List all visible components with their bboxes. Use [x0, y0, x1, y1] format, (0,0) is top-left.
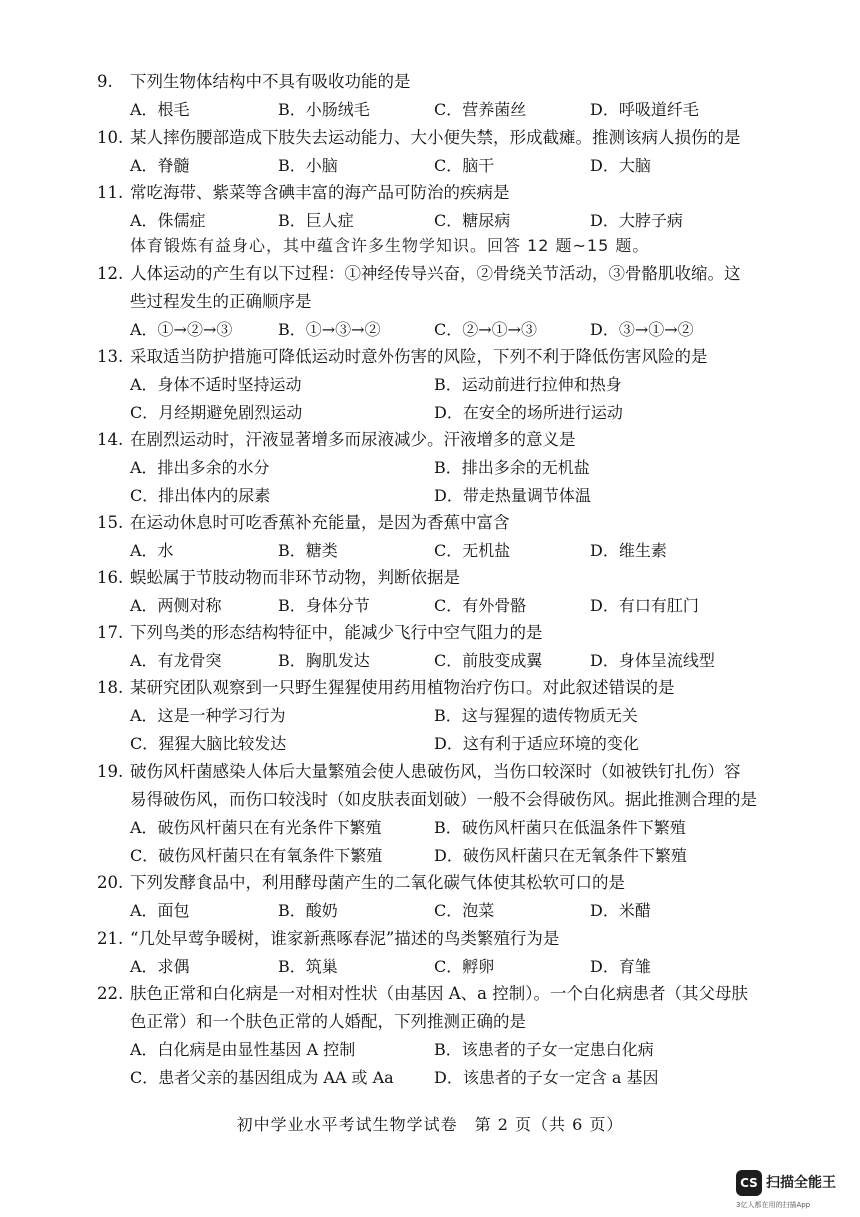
option-c: C．患者父亲的基因组成为 AA 或 Aa [130, 1068, 394, 1087]
option-d: D．呼吸道纤毛 [590, 100, 699, 119]
question-stem: 在剧烈运动时，汗液显著增多而尿液减少。汗液增多的意义是 [130, 430, 576, 449]
option-c: C．②→①→③ [434, 320, 538, 339]
options-row [100, 953, 820, 981]
option-a: A．面包 [130, 901, 190, 920]
question-stem: 采取适当防护措施可降低运动时意外伤害的风险，下列不利于降低伤害风险的是 [130, 347, 708, 366]
question-18 [97, 674, 820, 758]
option-d: D．在安全的场所进行运动 [434, 403, 623, 422]
option-c: C．排出体内的尿素 [130, 486, 271, 505]
question-number: 19. [97, 762, 124, 781]
options-row [100, 1064, 820, 1092]
option-c: C．有外骨骼 [434, 596, 527, 615]
option-a: A．脊髓 [130, 156, 190, 175]
question-number: 9. [97, 72, 113, 91]
question-22 [97, 980, 820, 1092]
question-19 [97, 758, 820, 870]
option-b: B．排出多余的无机盐 [434, 458, 590, 477]
question-stem-continued: 些过程发生的正确顺序是 [130, 292, 312, 311]
question-number: 11. [97, 183, 124, 202]
option-a: A．水 [130, 541, 174, 560]
question-number: 14. [97, 430, 124, 449]
question-13 [97, 343, 820, 427]
options-row [100, 702, 820, 730]
question-number: 20. [97, 873, 124, 892]
option-b: B．①→③→② [278, 320, 381, 339]
option-d: D．破伤风杆菌只在无氧条件下繁殖 [434, 846, 687, 865]
question-number: 12. [97, 264, 124, 283]
option-c: C．脑干 [434, 156, 495, 175]
question-number: 22. [97, 984, 124, 1003]
scanner-app-name: 扫描全能王 [766, 1175, 836, 1191]
question-17 [97, 619, 820, 675]
options-row [100, 730, 820, 758]
option-a: A．破伤风杆菌只在有光条件下繁殖 [130, 818, 382, 837]
section-intro: 体育锻炼有益身心，其中蕴含许多生物学知识。回答 12 题~15 题。 [130, 236, 650, 255]
option-d: D．育雏 [590, 957, 651, 976]
question-12 [97, 260, 820, 344]
option-b: B．身体分节 [278, 596, 370, 615]
options-row [100, 814, 820, 842]
option-b: B．该患者的子女一定患白化病 [434, 1040, 654, 1059]
option-d: D．③→①→② [590, 320, 694, 339]
option-a: A．①→②→③ [130, 320, 233, 339]
option-a: A．这是一种学习行为 [130, 706, 286, 725]
option-c: C．营养菌丝 [434, 100, 527, 119]
option-b: B．巨人症 [278, 211, 354, 230]
scanner-logo-icon: CS [736, 1170, 762, 1196]
option-c: C．猩猩大脑比较发达 [130, 734, 287, 753]
question-stem-continued: 色正常）和一个肤色正常的人婚配，下列推测正确的是 [130, 1012, 526, 1031]
options-row [100, 371, 820, 399]
question-number: 15. [97, 513, 124, 532]
option-a: A．排出多余的水分 [130, 458, 270, 477]
options-row [100, 207, 820, 235]
question-stem: 在运动休息时可吃香蕉补充能量，是因为香蕉中富含 [130, 513, 510, 532]
question-stem: “几处早莺争暖树，谁家新燕啄春泥”描述的鸟类繁殖行为是 [130, 929, 560, 948]
option-a: A．有龙骨突 [130, 651, 222, 670]
option-b: B．筑巢 [278, 957, 338, 976]
question-stem: 下列鸟类的形态结构特征中，能减少飞行中空气阻力的是 [130, 623, 543, 642]
options-row [100, 316, 820, 344]
question-number: 21. [97, 929, 124, 948]
option-b: B．这与猩猩的遗传物质无关 [434, 706, 638, 725]
options-row [100, 1036, 820, 1064]
question-20 [97, 869, 820, 925]
option-d: D．有口有肛门 [590, 596, 699, 615]
option-b: B．运动前进行拉伸和热身 [434, 375, 622, 394]
option-d: D．这有利于适应环境的变化 [434, 734, 639, 753]
option-c: C．泡菜 [434, 901, 495, 920]
question-stem: 人体运动的产生有以下过程：①神经传导兴奋，②骨绕关节活动，③骨骼肌收缩。这 [130, 264, 741, 283]
question-stem: 某人摔伤腰部造成下肢失去运动能力、大小便失禁，形成截瘫。推测该病人损伤的是 [130, 128, 741, 147]
option-c: C．孵卵 [434, 957, 495, 976]
option-b: B．胸肌发达 [278, 651, 370, 670]
option-a: A．白化病是由显性基因 A 控制 [130, 1040, 356, 1059]
option-d: D．身体呈流线型 [590, 651, 715, 670]
option-b: B．破伤风杆菌只在低温条件下繁殖 [434, 818, 686, 837]
question-stem: 破伤风杆菌感染人体后大量繁殖会使人患破伤风，当伤口较深时（如被铁钉扎伤）容 [130, 762, 741, 781]
question-stem: 肤色正常和白化病是一对相对性状（由基因 A、a 控制）。一个白化病患者（其父母肤 [130, 984, 748, 1003]
option-a: A．身体不适时坚持运动 [130, 375, 302, 394]
question-stem: 某研究团队观察到一只野生猩猩使用药用植物治疗伤口。对此叙述错误的是 [130, 678, 675, 697]
question-16 [97, 564, 820, 620]
option-d: D．带走热量调节体温 [434, 486, 591, 505]
option-b: B．糖类 [278, 541, 338, 560]
question-stem: 下列发酵食品中，利用酵母菌产生的二氧化碳气体使其松软可口的是 [130, 873, 625, 892]
question-number: 17. [97, 623, 124, 642]
question-number: 10. [97, 128, 124, 147]
options-row [100, 897, 820, 925]
options-row [100, 482, 820, 510]
option-c: C．破伤风杆菌只在有氧条件下繁殖 [130, 846, 383, 865]
question-21 [97, 925, 820, 981]
question-10 [97, 124, 820, 180]
option-a: A．两侧对称 [130, 596, 222, 615]
options-row [100, 96, 820, 124]
option-a: A．根毛 [130, 100, 190, 119]
option-b: B．小肠绒毛 [278, 100, 370, 119]
options-row [100, 152, 820, 180]
scanner-tagline: 3亿人都在用的扫描App [736, 1201, 811, 1209]
question-11 [97, 179, 820, 235]
option-a: A．求偶 [130, 957, 190, 976]
question-15 [97, 509, 820, 565]
options-row [100, 647, 820, 675]
scanner-watermark [736, 1170, 846, 1210]
option-c: C．前肢变成翼 [434, 651, 543, 670]
option-d: D．大脖子病 [590, 211, 683, 230]
options-row [100, 537, 820, 565]
option-d: D．米醋 [590, 901, 651, 920]
question-number: 18. [97, 678, 124, 697]
question-number: 13. [97, 347, 124, 366]
option-b: B．小脑 [278, 156, 338, 175]
question-stem: 下列生物体结构中不具有吸收功能的是 [130, 72, 411, 91]
option-c: C．糖尿病 [434, 211, 511, 230]
options-row [100, 842, 820, 870]
options-row [100, 399, 820, 427]
options-row [100, 454, 820, 482]
option-a: A．侏儒症 [130, 211, 206, 230]
page-footer: 初中学业水平考试生物学试卷 第 2 页（共 6 页） [236, 1115, 624, 1134]
question-stem: 蜈蚣属于节肢动物而非环节动物，判断依据是 [130, 568, 460, 587]
question-14 [97, 426, 820, 510]
question-stem: 常吃海带、紫菜等含碘丰富的海产品可防治的疾病是 [130, 183, 510, 202]
option-c: C．月经期避免剧烈运动 [130, 403, 303, 422]
option-d: D．该患者的子女一定含 a 基因 [434, 1068, 659, 1087]
options-row [100, 592, 820, 620]
option-b: B．酸奶 [278, 901, 338, 920]
option-c: C．无机盐 [434, 541, 511, 560]
question-number: 16. [97, 568, 124, 587]
question-stem-continued: 易得破伤风，而伤口较浅时（如皮肤表面划破）一般不会得破伤风。据此推测合理的是 [130, 790, 757, 809]
question-9 [97, 68, 820, 124]
option-d: D．维生素 [590, 541, 667, 560]
option-d: D．大脑 [590, 156, 651, 175]
